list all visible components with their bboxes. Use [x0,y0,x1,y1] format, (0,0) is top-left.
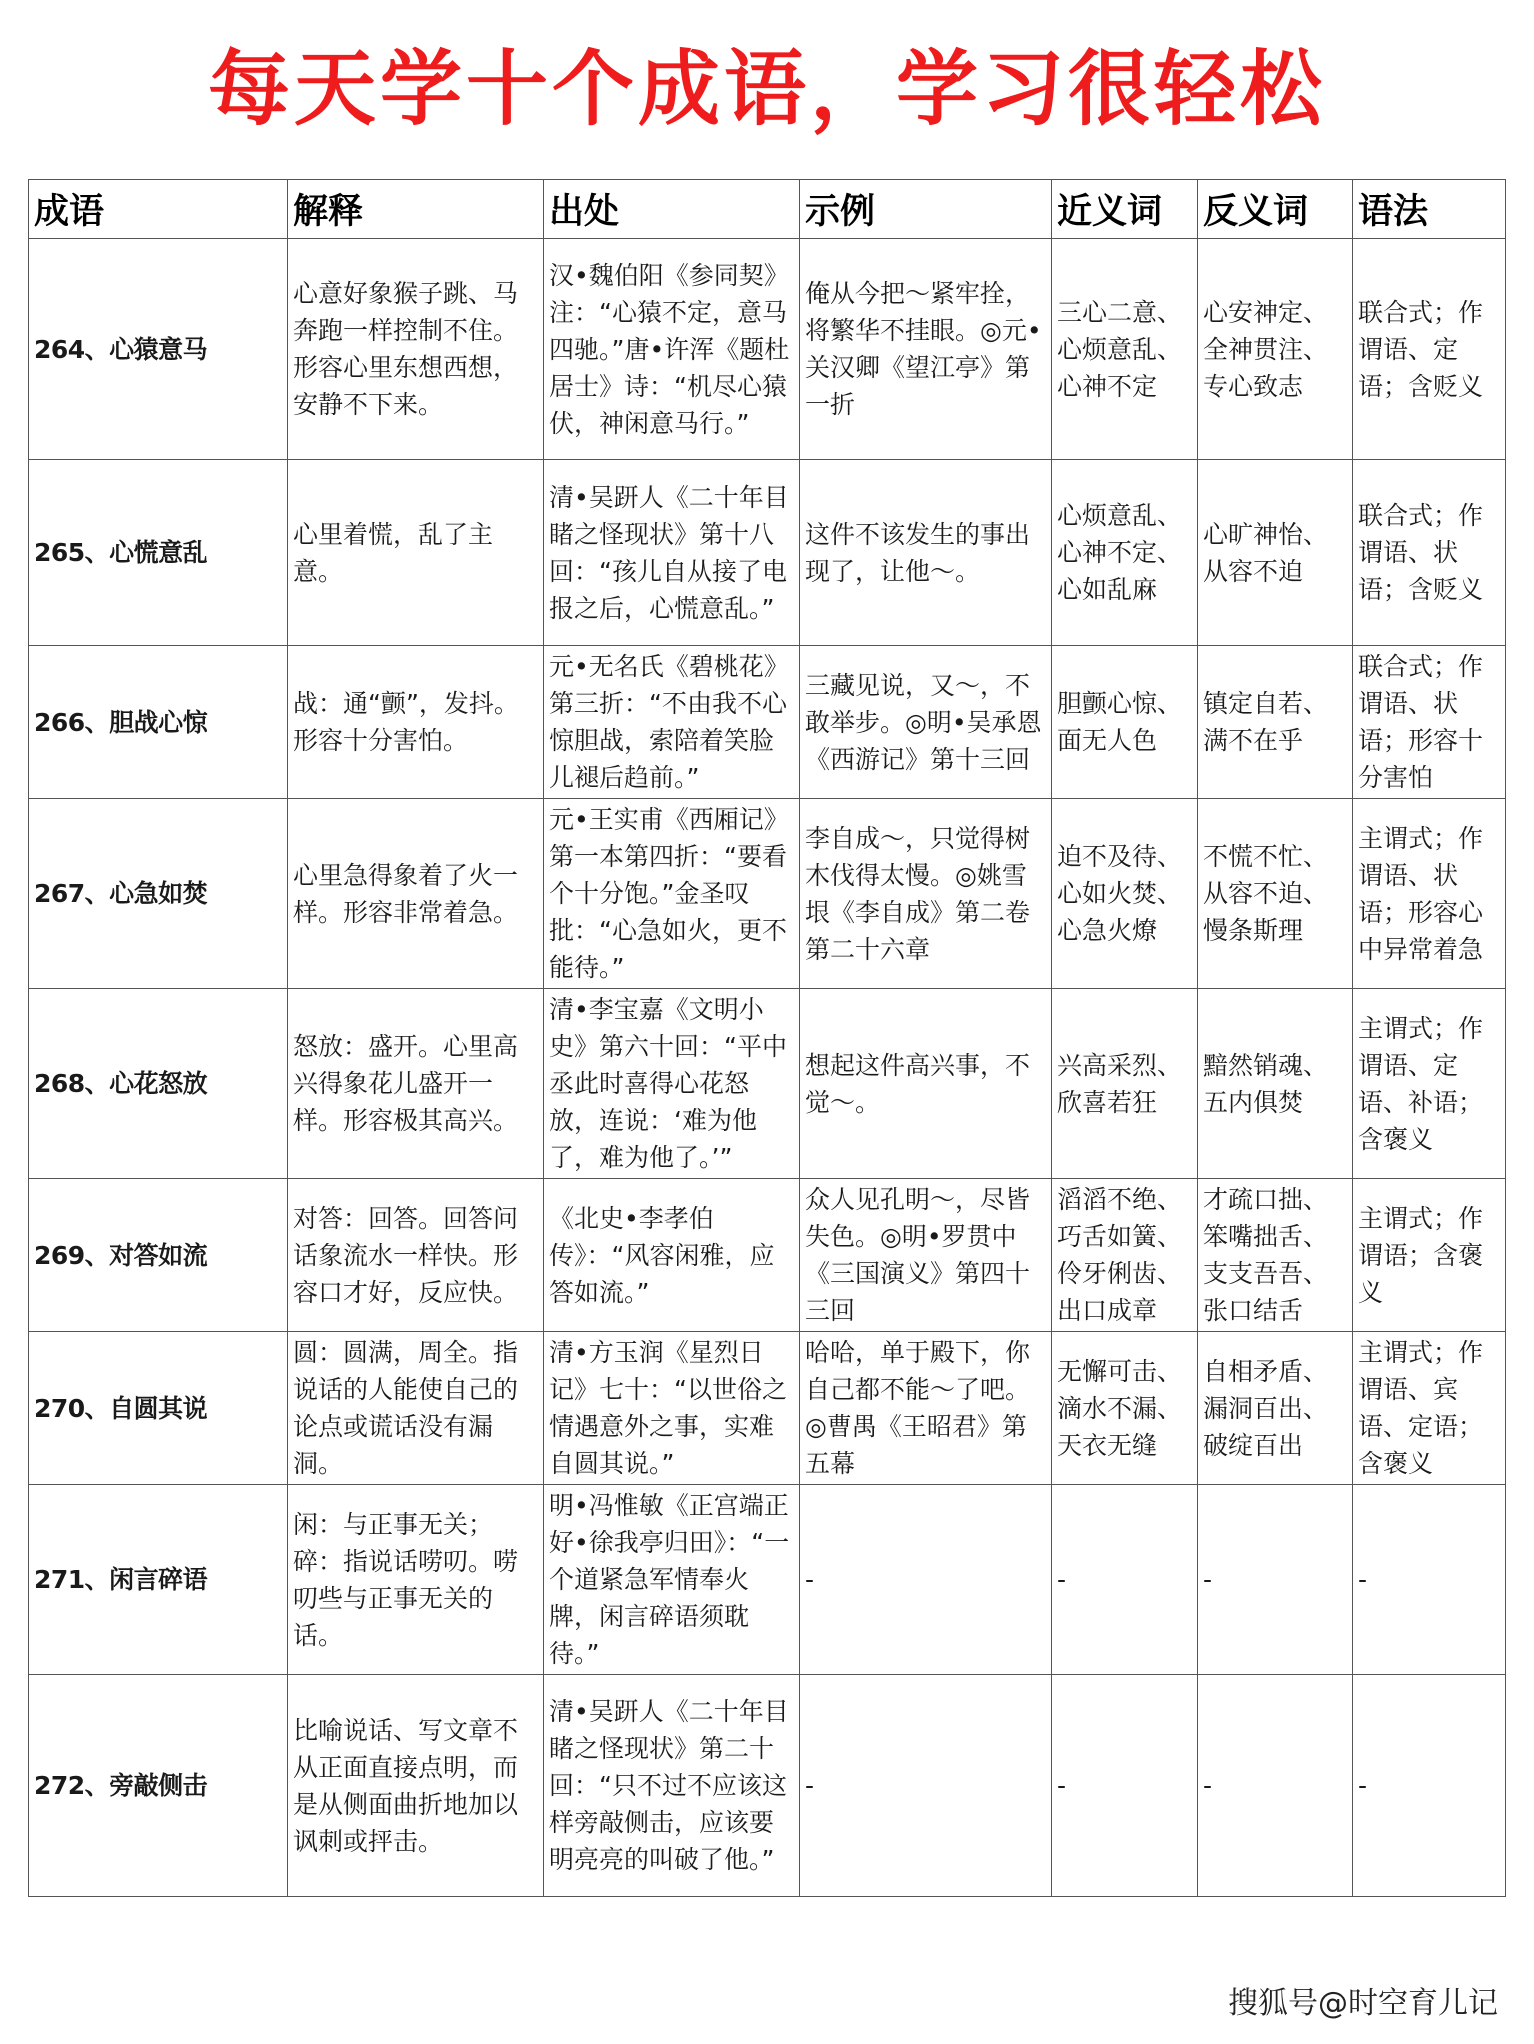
table-row [29,460,1506,646]
synonyms-cell: 滔滔不绝、巧舌如簧、伶牙俐齿、出口成章 [1052,1179,1198,1332]
idiom-cell: 265、心慌意乱 [29,460,288,646]
meaning-cell: 心意好象猴子跳、马奔跑一样控制不住。形容心里东想西想，安静不下来。 [288,239,544,460]
table-row [29,1675,1506,1897]
meaning-cell: 比喻说话、写文章不从正面直接点明，而是从侧面曲折地加以讽刺或抨击。 [288,1675,544,1897]
table-row [29,799,1506,989]
source-cell: 汉•魏伯阳《参同契》注：“心猿不定，意马四驰。”唐•许浑《题杜居士》诗：“机尽心猿伏，神闲意马行。” [544,239,800,460]
idiom-cell: 264、心猿意马 [29,239,288,460]
synonyms-cell: - [1052,1675,1198,1897]
grammar-cell: 主谓式；作谓语；含褒义 [1353,1179,1506,1332]
header-source: 出处 [544,180,800,239]
antonyms-cell: - [1198,1675,1353,1897]
source-cell: 清•吴趼人《二十年目睹之怪现状》第十八回：“孩儿自从接了电报之后，心慌意乱。” [544,460,800,646]
source-cell: 元•无名氏《碧桃花》第三折：“不由我不心惊胆战，索陪着笑脸儿褪后趋前。” [544,646,800,799]
grammar-cell: 主谓式；作谓语、状语；形容心中异常着急 [1353,799,1506,989]
page-title: 每天学十个成语，学习很轻松 [207,42,1326,137]
header-grammar: 语法 [1353,180,1506,239]
idiom-cell: 271、闲言碎语 [29,1485,288,1675]
watermark: 搜狐号@时空育儿记 [1228,1986,1498,2021]
synonyms-cell: - [1052,1485,1198,1675]
grammar-cell: 主谓式；作谓语、定语、补语；含褒义 [1353,989,1506,1179]
antonyms-cell: 黯然销魂、五内俱焚 [1198,989,1353,1179]
example-cell: - [800,1485,1052,1675]
idiom-cell: 270、自圆其说 [29,1332,288,1485]
example-cell: 这件不该发生的事出现了，让他～。 [800,460,1052,646]
meaning-cell: 圆：圆满，周全。指说话的人能使自己的论点或谎话没有漏洞。 [288,1332,544,1485]
antonyms-cell: 镇定自若、满不在乎 [1198,646,1353,799]
antonyms-cell: 心旷神怡、从容不迫 [1198,460,1353,646]
example-cell: 众人见孔明～，尽皆失色。◎明•罗贯中《三国演义》第四十三回 [800,1179,1052,1332]
idiom-cell: 272、旁敲侧击 [29,1675,288,1897]
grammar-cell: 主谓式；作谓语、宾语、定语；含褒义 [1353,1332,1506,1485]
synonyms-cell: 无懈可击、滴水不漏、天衣无缝 [1052,1332,1198,1485]
synonyms-cell: 心烦意乱、心神不定、心如乱麻 [1052,460,1198,646]
table-row [29,1332,1506,1485]
grammar-cell: - [1353,1485,1506,1675]
header-row [29,180,1506,239]
header-synonyms: 近义词 [1052,180,1198,239]
table-row [29,1179,1506,1332]
example-cell: 三藏见说，又～，不敢举步。◎明•吴承恩《西游记》第十三回 [800,646,1052,799]
meaning-cell: 心里着慌，乱了主意。 [288,460,544,646]
source-cell: 明•冯惟敏《正宫端正好•徐我亭归田》：“一个道紧急军情奉火牌，闲言碎语须耽待。” [544,1485,800,1675]
header-meaning: 解释 [288,180,544,239]
synonyms-cell: 迫不及待、心如火焚、心急火燎 [1052,799,1198,989]
meaning-cell: 心里急得象着了火一样。形容非常着急。 [288,799,544,989]
antonyms-cell: 才疏口拙、笨嘴拙舌、支支吾吾、张口结舌 [1198,1179,1353,1332]
source-cell: 清•方玉润《星烈日记》七十：“以世俗之情遇意外之事，实难自圆其说。” [544,1332,800,1485]
meaning-cell: 对答：回答。回答问话象流水一样快。形容口才好，反应快。 [288,1179,544,1332]
antonyms-cell: - [1198,1485,1353,1675]
table-row [29,239,1506,460]
example-cell: 想起这件高兴事，不觉～。 [800,989,1052,1179]
source-cell: 元•王实甫《西厢记》第一本第四折：“要看个十分饱。”金圣叹批：“心急如火，更不能待。” [544,799,800,989]
table-row [29,646,1506,799]
grammar-cell: 联合式；作谓语、状语；含贬义 [1353,460,1506,646]
grammar-cell: 联合式；作谓语、定语；含贬义 [1353,239,1506,460]
source-cell: 《北史•李孝伯传》：“风容闲雅，应答如流。” [544,1179,800,1332]
idiom-cell: 266、胆战心惊 [29,646,288,799]
example-cell: 俺从今把～紧牢拴，将繁华不挂眼。◎元•关汉卿《望江亭》第一折 [800,239,1052,460]
synonyms-cell: 兴高采烈、欣喜若狂 [1052,989,1198,1179]
synonyms-cell: 三心二意、心烦意乱、心神不定 [1052,239,1198,460]
table-row [29,1485,1506,1675]
meaning-cell: 闲：与正事无关；碎：指说话唠叨。唠叨些与正事无关的话。 [288,1485,544,1675]
grammar-cell: - [1353,1675,1506,1897]
idiom-cell: 268、心花怒放 [29,989,288,1179]
antonyms-cell: 不慌不忙、从容不迫、慢条斯理 [1198,799,1353,989]
source-cell: 清•吴趼人《二十年目睹之怪现状》第二十回：“只不过不应该这样旁敲侧击，应该要明亮亮的叫破了他。” [544,1675,800,1897]
idiom-table [28,179,1506,1897]
meaning-cell: 战：通“颤”，发抖。形容十分害怕。 [288,646,544,799]
antonyms-cell: 自相矛盾、漏洞百出、破绽百出 [1198,1332,1353,1485]
idiom-cell: 267、心急如焚 [29,799,288,989]
grammar-cell: 联合式；作谓语、状语；形容十分害怕 [1353,646,1506,799]
header-example: 示例 [800,180,1052,239]
synonyms-cell: 胆颤心惊、面无人色 [1052,646,1198,799]
example-cell: 李自成～，只觉得树木伐得太慢。◎姚雪垠《李自成》第二卷第二十六章 [800,799,1052,989]
header-antonyms: 反义词 [1198,180,1353,239]
example-cell: 哈哈，单于殿下，你自己都不能～了吧。◎曹禺《王昭君》第五幕 [800,1332,1052,1485]
header-idiom: 成语 [29,180,288,239]
idiom-cell: 269、对答如流 [29,1179,288,1332]
example-cell: - [800,1675,1052,1897]
table-row [29,989,1506,1179]
antonyms-cell: 心安神定、全神贯注、专心致志 [1198,239,1353,460]
meaning-cell: 怒放：盛开。心里高兴得象花儿盛开一样。形容极其高兴。 [288,989,544,1179]
source-cell: 清•李宝嘉《文明小史》第六十回：“平中丞此时喜得心花怒放，连说：‘难为他了，难为他了。’” [544,989,800,1179]
